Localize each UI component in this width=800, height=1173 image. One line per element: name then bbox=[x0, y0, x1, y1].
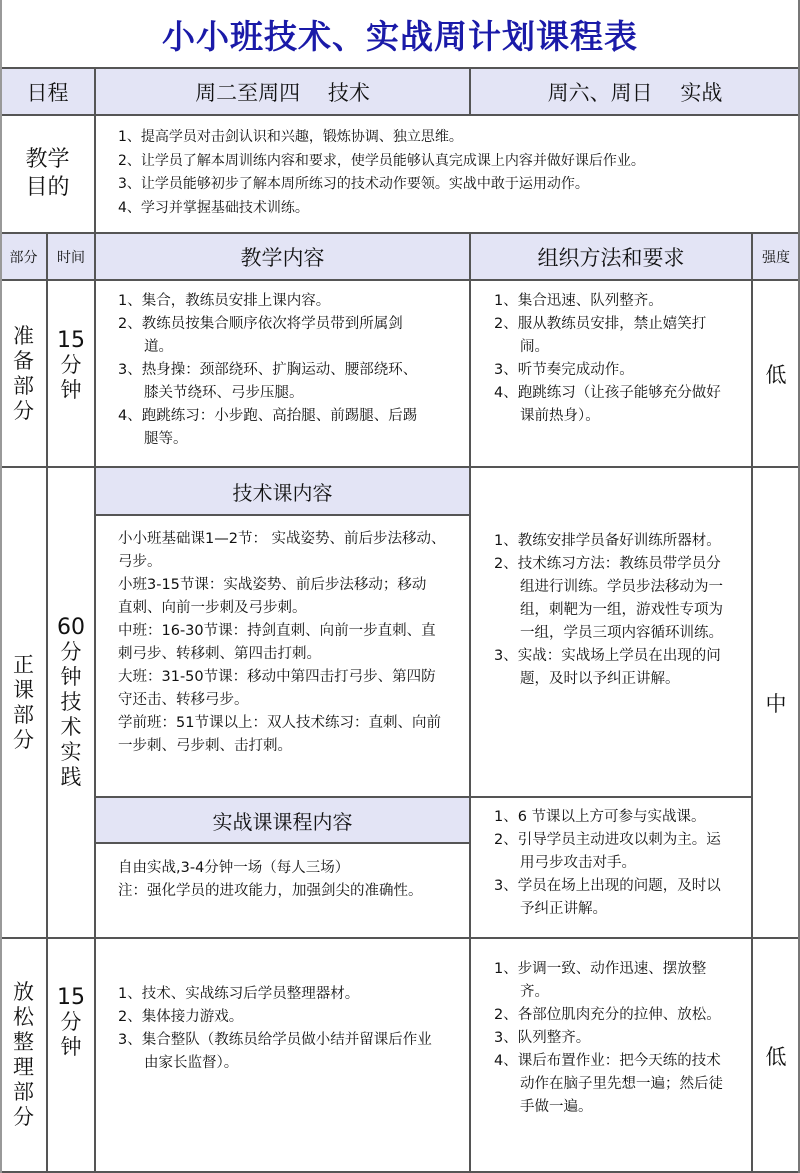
cooldown-content-item: 2、集体接力游戏。 bbox=[118, 1009, 244, 1025]
prep-part-label bbox=[0, 280, 47, 467]
divider bbox=[0, 232, 800, 234]
prep-method-item: 4、跑跳练习（让孩子能够充分做好课前热身）。 bbox=[494, 385, 721, 424]
technique-method-item: 1、教练安排学员备好训练所器材。 bbox=[494, 533, 721, 549]
technique-content bbox=[118, 528, 448, 758]
technique-content-item: 小小班基础课1—2节： 实战姿势、前后步法移动、弓步。 bbox=[118, 531, 446, 570]
prep-method-item: 3、听节奏完成动作。 bbox=[494, 362, 634, 378]
prep-part-text: 准备部分 bbox=[13, 323, 34, 423]
divider bbox=[0, 114, 800, 116]
divider bbox=[751, 232, 753, 1173]
prep-method-item: 2、服从教练员安排，禁止嬉笑打闹。 bbox=[494, 316, 707, 355]
cooldown-part-label bbox=[0, 938, 47, 1171]
schedule-label: 日程 bbox=[0, 68, 95, 115]
technique-content-item: 学前班：51节课以上：双人技术练习：直刺、向前一步刺、弓步刺、击打刺。 bbox=[118, 715, 441, 754]
prep-time bbox=[47, 280, 95, 467]
technique-method-item: 2、技术练习方法：教练员带学员分组进行训练。学员步法移动为一组，刺靶为一组，游戏性专项为一组，学员三项内容循环训练。 bbox=[494, 556, 723, 641]
combat-days: 周六、周日 实战 bbox=[470, 68, 800, 115]
combat-content-note: 注：强化学员的进攻能力，加强剑尖的准确性。 bbox=[118, 883, 423, 899]
combat-method-item: 3、学员在场上出现的问题，及时以予纠正讲解。 bbox=[494, 878, 721, 917]
column-header-part: 部分 bbox=[0, 233, 47, 280]
prep-time-number: 15 bbox=[57, 328, 85, 353]
objectives-label-text: 教学目的 bbox=[25, 147, 70, 200]
technique-content-item: 大班：31-50节课：移动中第四击打弓步、第四防守还击、转移弓步。 bbox=[118, 669, 436, 708]
column-header-method: 组织方法和要求 bbox=[470, 233, 752, 280]
cooldown-method-item: 2、各部位肌肉充分的拉伸、放松。 bbox=[494, 1007, 721, 1023]
divider bbox=[0, 67, 800, 69]
technique-content-item: 小班3-15节课：实战姿势、前后步法移动；移动 直刺、向前一步刺及弓步刺。 bbox=[118, 577, 441, 616]
divider bbox=[0, 937, 800, 939]
objective-item: 3、让学员能够初步了解本周所练习的技术动作要领。实战中敢于运用动作。 bbox=[118, 176, 589, 192]
divider bbox=[469, 232, 471, 1173]
column-header-time: 时间 bbox=[47, 233, 95, 280]
cooldown-content-item: 3、集合整队（教练员给学员做小结并留课后作业由家长监督）。 bbox=[118, 1032, 432, 1071]
divider bbox=[0, 466, 800, 468]
divider bbox=[469, 67, 471, 115]
technique-method-item: 3、实战：实战场上学员在出现的问题，及时以予纠正讲解。 bbox=[494, 648, 721, 687]
cooldown-part-text: 放松整理部分 bbox=[13, 979, 34, 1129]
main-time-number: 60 bbox=[57, 615, 85, 640]
cooldown-method bbox=[494, 958, 726, 1119]
combat-method bbox=[494, 806, 724, 921]
page-title: 小小班技术、实战周计划课程表 bbox=[162, 16, 638, 56]
column-header-intensity: 强度 bbox=[752, 233, 800, 280]
divider bbox=[94, 67, 96, 1173]
cooldown-time-unit: 分钟 bbox=[60, 1010, 82, 1059]
combat-method-item: 2、引导学员主动进攻以刺为主。运用弓步攻击对手。 bbox=[494, 832, 721, 871]
combat-method-item: 1、6 节课以上方可参与实战课。 bbox=[494, 809, 706, 825]
main-part-label bbox=[0, 467, 47, 938]
prep-time-unit: 分钟 bbox=[60, 353, 82, 402]
cooldown-intensity: 低 bbox=[765, 1044, 787, 1069]
divider bbox=[0, 279, 800, 281]
divider bbox=[95, 796, 752, 798]
column-header-content: 教学内容 bbox=[95, 233, 470, 280]
combat-content bbox=[118, 857, 448, 903]
prep-method bbox=[494, 290, 724, 428]
objective-item: 4、学习并掌握基础技术训练。 bbox=[118, 199, 309, 216]
cooldown-method-item: 4、课后布置作业：把今天练的技术动作在脑子里先想一遍；然后徒手做一遍。 bbox=[494, 1053, 723, 1115]
prep-content-item: 3、热身操：颈部绕环、扩胸运动、腰部绕环、膝关节绕环、弓步压腿。 bbox=[118, 362, 418, 401]
objective-item: 2、让学员了解本周训练内容和要求，使学员能够认真完成课上内容并做好课后作业。 bbox=[118, 152, 645, 169]
prep-method-item: 1、集合迅速、队列整齐。 bbox=[494, 293, 663, 309]
cooldown-time-number: 15 bbox=[57, 985, 85, 1010]
cooldown-method-item: 3、队列整齐。 bbox=[494, 1030, 591, 1046]
technique-method bbox=[494, 530, 724, 691]
cooldown-content-item: 1、技术、实战练习后学员整理器材。 bbox=[118, 986, 360, 1002]
main-part-text: 正课部分 bbox=[13, 652, 34, 752]
objectives-list bbox=[118, 126, 798, 226]
divider bbox=[46, 232, 48, 1173]
objectives-label bbox=[0, 115, 95, 233]
cooldown-method-item: 1、步调一致、动作迅速、摆放整齐。 bbox=[494, 961, 707, 1000]
cooldown-time bbox=[47, 938, 95, 1171]
main-time-unit: 分钟技术实践 bbox=[60, 640, 82, 789]
objective-item: 1、提高学员对击剑认识和兴趣，锻炼协调、独立思维。 bbox=[118, 129, 463, 145]
technique-header: 技术课内容 bbox=[95, 467, 470, 515]
prep-content-item: 1、集合，教练员安排上课内容。 bbox=[118, 293, 331, 309]
prep-content-item: 2、教练员按集合顺序依次将学员带到所属剑道。 bbox=[118, 316, 403, 355]
combat-content-line: 自由实战,3-4分钟一场（每人三场） bbox=[118, 860, 350, 876]
divider bbox=[95, 514, 470, 516]
main-intensity: 中 bbox=[765, 691, 787, 716]
combat-header: 实战课课程内容 bbox=[95, 797, 470, 843]
prep-intensity: 低 bbox=[765, 362, 787, 387]
main-time bbox=[47, 467, 95, 938]
prep-content-item: 4、跑跳练习：小步跑、高抬腿、前踢腿、后踢腿等。 bbox=[118, 408, 418, 447]
divider bbox=[95, 842, 470, 844]
cooldown-content bbox=[118, 983, 438, 1075]
prep-content bbox=[118, 290, 428, 451]
technique-content-item: 中班：16-30节课：持剑直刺、向前一步直刺、直刺弓步、转移刺、第四击打刺。 bbox=[118, 623, 436, 662]
technique-days: 周二至周四 技术 bbox=[95, 68, 470, 115]
divider bbox=[0, 0, 2, 1173]
